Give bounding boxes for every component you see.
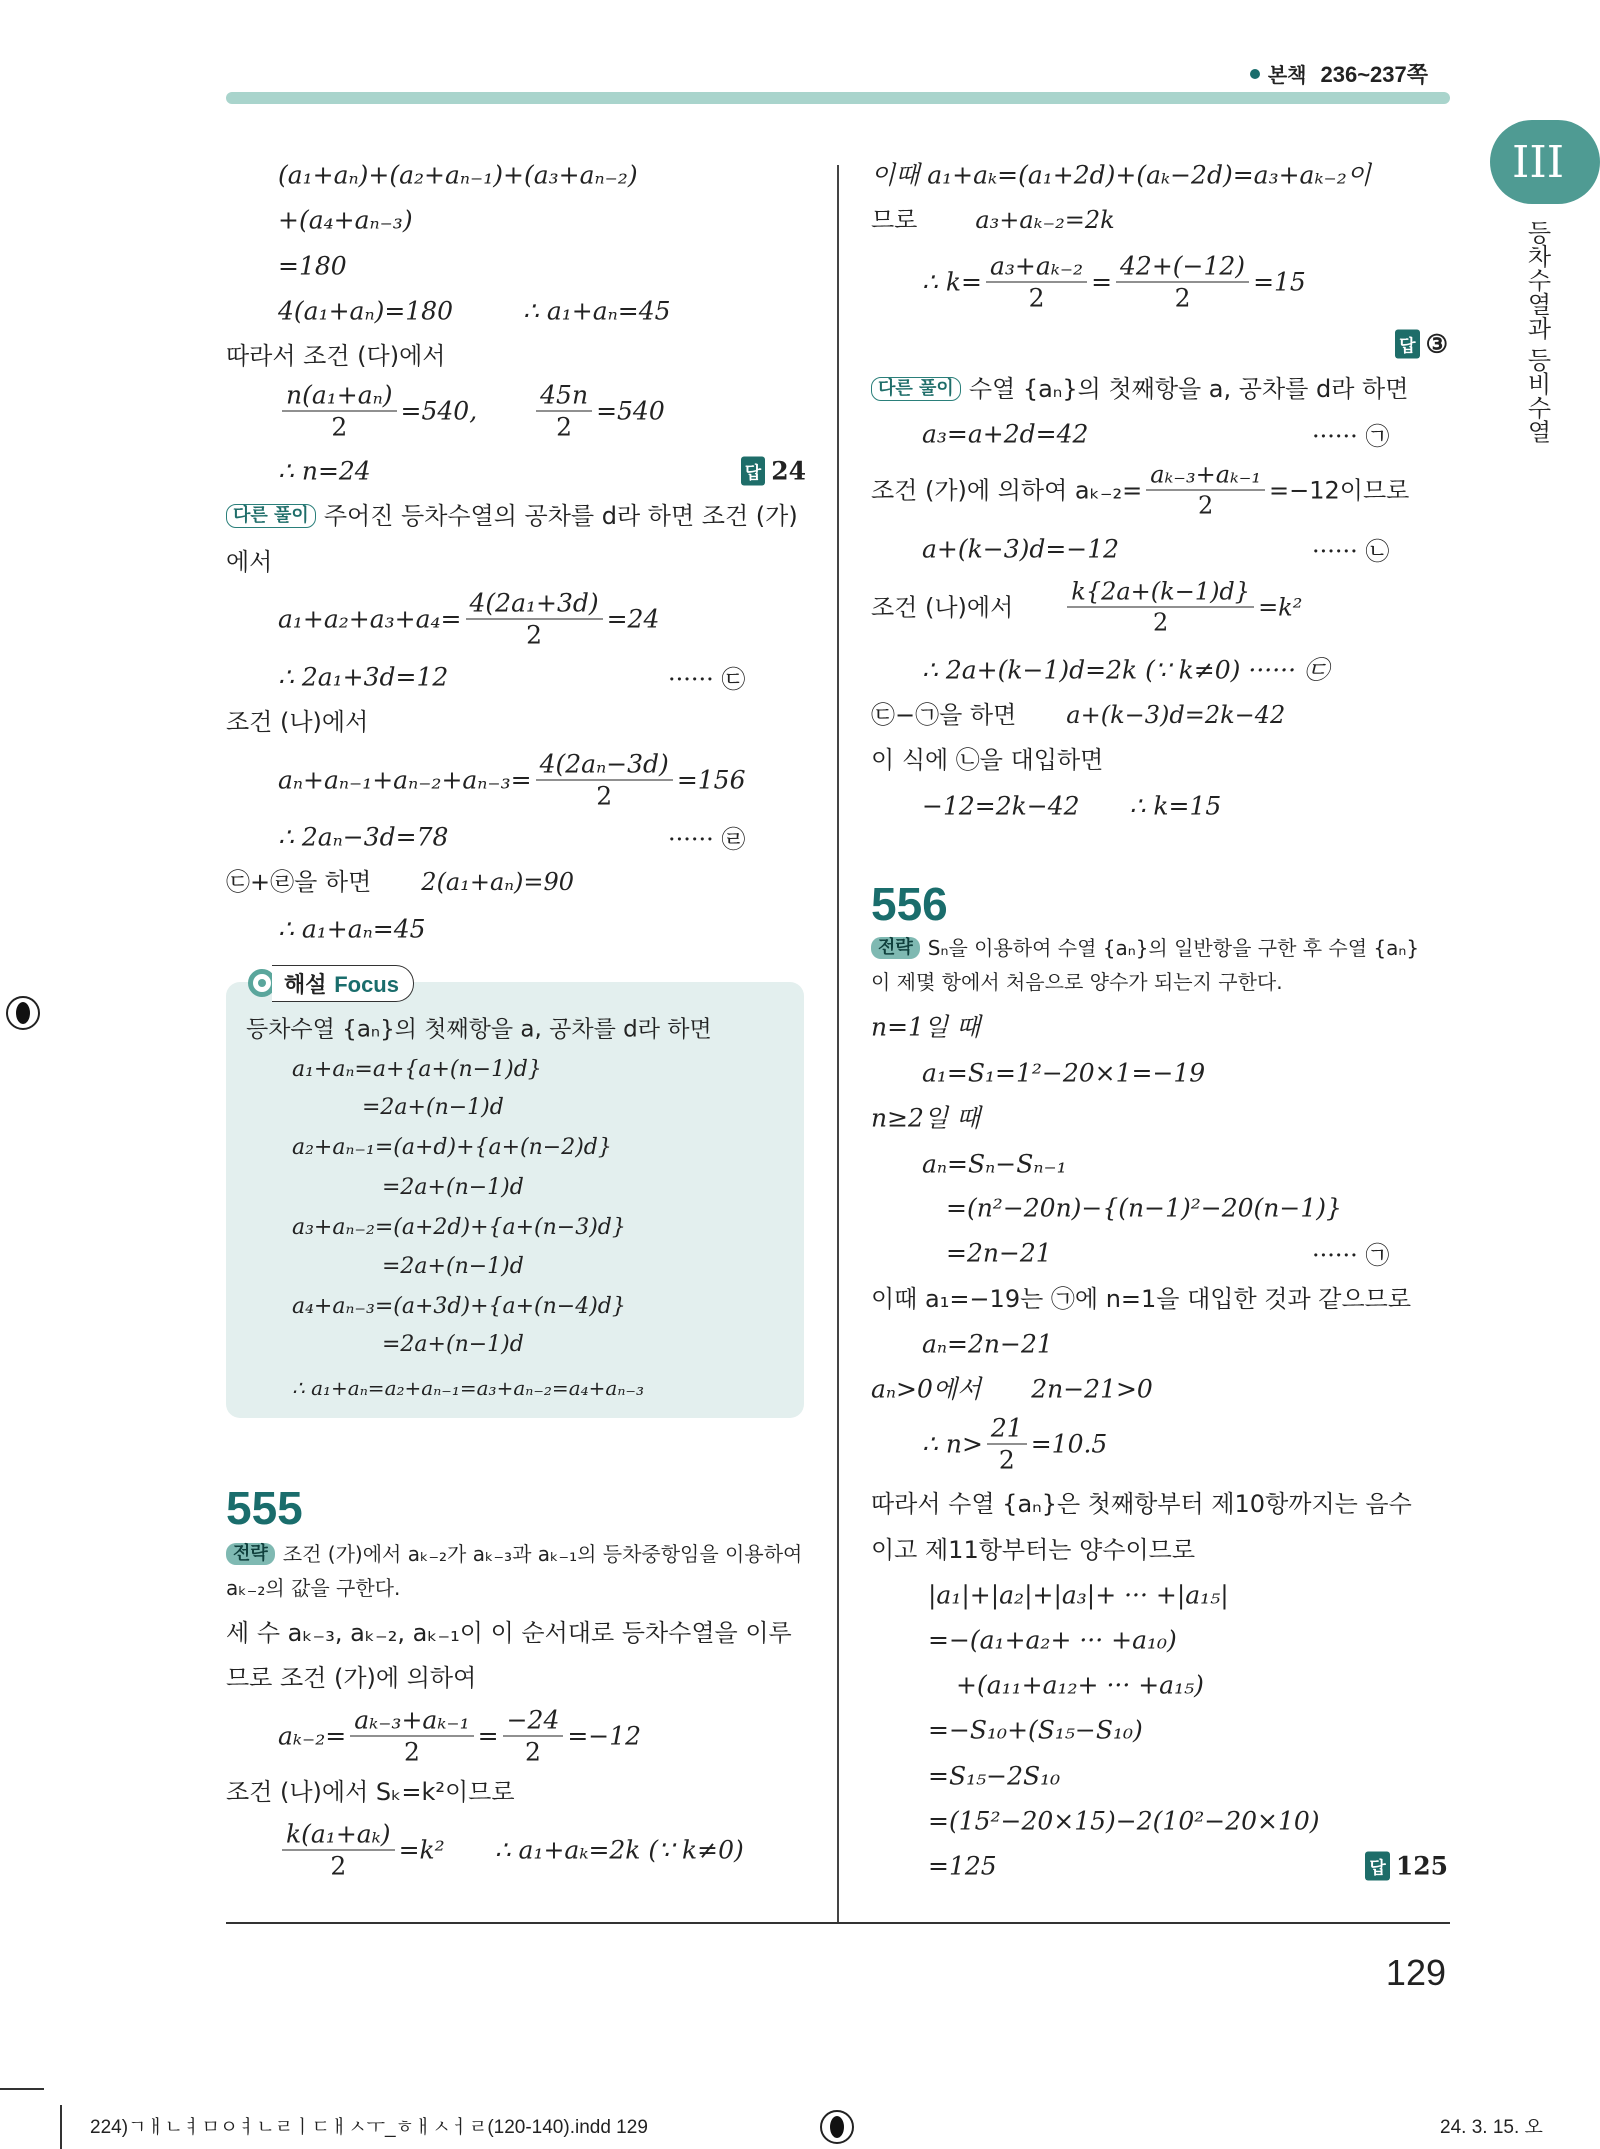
chapter-title: 등차수열과 등비수열 [1523, 220, 1551, 444]
eq-line: (a₁+aₙ)+(a₂+aₙ₋₁)+(a₃+aₙ₋₂) [278, 160, 638, 190]
answer-badge: 답 [741, 457, 765, 486]
focus-title-en: Focus [334, 971, 399, 997]
eq-part: aₙ+aₙ₋₁+aₙ₋₂+aₙ₋₃= [278, 765, 532, 795]
crop-mark [0, 2088, 44, 2090]
eq-part: =k² [398, 1835, 445, 1865]
fraction [282, 1819, 395, 1881]
denominator: 2 [1174, 283, 1191, 313]
answer [1395, 330, 1448, 359]
file-info: 224)ㄱㅐㄴㅕㅁㅇㅕㄴㄹㅣㄷㅐㅅㅜ_ㅎㅐㅅㅓㄹ(120-140).indd 129 [90, 2117, 648, 2138]
eq-line: =(15²−20×15)−2(10²−20×10) [928, 1806, 1320, 1836]
eq-part: = [1091, 267, 1113, 297]
eq-line [278, 749, 746, 811]
text: 조건 (가)에서 aₖ₋₂가 aₖ₋₃과 aₖ₋₁의 등차중항임을 이용하여 [282, 1542, 803, 1566]
eq-part: =15 [1253, 267, 1306, 297]
strategy-line [226, 1543, 802, 1565]
denominator: 2 [525, 1737, 541, 1767]
text-line: 에서 [226, 548, 273, 576]
eq-line [278, 1819, 744, 1881]
registration-mark-icon [820, 2110, 854, 2144]
ref-pages: 236~237쪽 [1320, 62, 1428, 87]
registration-mark-icon [6, 996, 40, 1030]
text: ㉢−㉠을 하면 [871, 701, 1017, 729]
eq-line: a₁=S₁=1²−20×1=−19 [922, 1058, 1206, 1088]
eq-line: n=1일 때 [871, 1012, 981, 1042]
text: ㉢+㉣을 하면 [226, 868, 372, 896]
fraction [1146, 460, 1265, 520]
text: Sₙ을 이용하여 수열 {aₙ}의 일반항을 구한 후 수열 {aₙ} [927, 936, 1420, 960]
eq-line: 이때 a₁+aₖ=(a₁+2d)+(aₖ−2d)=a₃+aₖ₋₂이 [871, 160, 1371, 190]
eq-line: =180 [278, 251, 347, 281]
text: 수열 {aₙ}의 첫째항을 a, 공차를 d라 하면 [968, 375, 1409, 403]
eq-part: =k² [1258, 593, 1303, 621]
strategy-badge: 전략 [871, 937, 920, 959]
text-line: 이때 a₁=−19는 ㉠에 n=1을 대입한 것과 같으므로 [871, 1285, 1412, 1313]
fraction [536, 380, 592, 442]
eq-marker: ······ ㉢ [668, 665, 746, 694]
focus-line: a₃+aₙ₋₂=(a+2d)+{a+(n−3)d} [292, 1215, 626, 1240]
eq-part: a₃+aₖ₋₂=2k [975, 206, 1115, 234]
eq-part: =24 [606, 604, 660, 634]
eq-part: 2(a₁+aₙ)=90 [421, 868, 575, 896]
focus-line: a₁+aₙ=a+{a+(n−1)d} [292, 1057, 542, 1082]
eq-line: =2n−21 [946, 1238, 1052, 1268]
answer-value: 24 [771, 456, 806, 486]
numerator: k(a₁+aₖ) [282, 1822, 395, 1851]
fraction [987, 1413, 1027, 1475]
answer [1365, 1852, 1448, 1881]
numerator: 4(2a₁+3d) [466, 591, 603, 620]
denominator: 2 [1153, 608, 1169, 637]
text-line [871, 208, 1115, 232]
denominator: 2 [330, 1851, 347, 1881]
eq-line: =125 [928, 1851, 997, 1881]
eq-line: ∴ 2a+(k−1)d=2k (∵ k≠0) ······ ㉢ [922, 655, 1330, 685]
eq-line: a+(k−3)d=−12 [922, 534, 1120, 564]
eq-part: =540 [596, 396, 665, 426]
eq-line: =(n²−20n)−{(n−1)²−20(n−1)} [946, 1193, 1342, 1223]
bullet-icon [1250, 69, 1260, 79]
fraction [350, 1705, 473, 1767]
focus-line: =2a+(n−1)d [382, 1254, 524, 1279]
eq-marker: ······ ㉠ [1312, 1241, 1390, 1270]
focus-tag [272, 965, 414, 1002]
focus-line: a₂+aₙ₋₁=(a+d)+{a+(n−2)d} [292, 1135, 612, 1160]
focus-header [248, 965, 414, 1001]
eq-part: 조건 (가)에 의하여 aₖ₋₂= [871, 476, 1143, 504]
alt-solution-badge: 다른 풀이 [871, 377, 961, 401]
strategy-badge: 전략 [226, 1543, 275, 1565]
text-line [226, 504, 798, 528]
ref-label: 본책 [1267, 63, 1307, 87]
numerator: aₖ₋₃+aₖ₋₁ [1146, 463, 1265, 491]
crop-mark [60, 2105, 62, 2149]
eq-part: 조건 (나)에서 [871, 593, 1014, 621]
eq-line [278, 380, 665, 442]
eq-line: =−S₁₀+(S₁₅−S₁₀) [928, 1715, 1143, 1745]
eq-part: a+(k−3)d=2k−42 [1066, 701, 1286, 729]
problem-number: 556 [871, 878, 948, 930]
denominator: 2 [1198, 491, 1214, 520]
numerator: a₃+aₖ₋₂ [986, 254, 1087, 283]
fraction [1116, 251, 1249, 313]
numerator: 42+(−12) [1116, 254, 1249, 283]
eq-part: 4(a₁+aₙ)=180 [278, 296, 453, 326]
eq-part: ∴ a₁+aₖ=2k (∵ k≠0) [494, 1835, 744, 1865]
numerator: n(a₁+aₙ) [282, 383, 397, 412]
eq-marker: ······ ㉡ [1312, 537, 1390, 566]
numerator: 21 [987, 1416, 1027, 1445]
eq-line: aₙ=Sₙ−Sₙ₋₁ [922, 1149, 1067, 1179]
print-date: 24. 3. 15. 오 [1440, 2117, 1543, 2138]
eq-line: +(a₁₁+a₁₂+ ··· +a₁₅) [956, 1670, 1204, 1700]
eq-part: ∴ n> [922, 1429, 983, 1459]
eq-line [278, 1705, 642, 1767]
eq-part: =156 [676, 765, 746, 795]
eq-part: =−12이므로 [1269, 476, 1410, 504]
eq-line: ∴ a₁+aₙ=45 [278, 914, 426, 944]
answer [741, 457, 806, 486]
text-line: 따라서 수열 {aₙ}은 첫째항부터 제10항까지는 음수 [871, 1490, 1412, 1518]
text-line: 이 식에 ㉡을 대입하면 [871, 746, 1104, 774]
text-line: 므로 조건 (가)에 의하여 [226, 1664, 477, 1692]
eq-line: ∴ 2aₙ−3d=78 [278, 822, 449, 852]
text-line [871, 703, 1285, 727]
bottom-rule [226, 1922, 1450, 1924]
eq-line: +(a₄+aₙ₋₃) [278, 205, 413, 235]
eq-line: aₙ=2n−21 [922, 1329, 1053, 1359]
eq-part: =10.5 [1030, 1429, 1108, 1459]
fraction [986, 251, 1087, 313]
eq-line [922, 1413, 1108, 1475]
eq-line: a₃=a+2d=42 [922, 419, 1089, 449]
focus-line: 등차수열 {aₙ}의 첫째항을 a, 공차를 d라 하면 [246, 1016, 712, 1043]
eq-line [871, 1374, 1153, 1404]
numerator: k{2a+(k−1)d} [1067, 580, 1254, 608]
page-number: 129 [1385, 1952, 1446, 1993]
text-line [226, 870, 574, 894]
strategy-line: aₖ₋₂의 값을 구한다. [226, 1576, 401, 1600]
chapter-tab [1490, 120, 1600, 204]
text-line: 이고 제11항부터는 양수이므로 [871, 1536, 1196, 1564]
page-ref [1250, 58, 1428, 89]
text-line [871, 377, 1408, 401]
eq-line: =S₁₅−2S₁₀ [928, 1761, 1061, 1791]
answer-badge: 답 [1395, 330, 1419, 359]
answer-value: ③ [1425, 329, 1448, 359]
denominator: 2 [998, 1445, 1015, 1475]
eq-line: ∴ n=24 [278, 456, 371, 486]
text-line: 조건 (나)에서 [226, 708, 369, 736]
numerator: aₖ₋₃+aₖ₋₁ [350, 1708, 473, 1737]
eq-line: ∴ 2a₁+3d=12 [278, 662, 449, 692]
eq-part: ∴ k= [922, 267, 982, 297]
problem-number: 555 [226, 1482, 303, 1534]
text: 므로 [871, 206, 918, 234]
strategy-line: 이 제몇 항에서 처음으로 양수가 되는지 구한다. [871, 970, 1283, 994]
fraction [282, 380, 397, 442]
eq-part: −12=2k−42 [922, 791, 1080, 821]
eq-line: n≥2일 때 [871, 1103, 981, 1133]
eq-part: ∴ a₁+aₙ=45 [523, 296, 671, 326]
eq-line [871, 460, 1410, 520]
text-line: 따라서 조건 (다)에서 [226, 342, 446, 370]
denominator: 2 [1028, 283, 1045, 313]
eq-marker: ······ ㉠ [1312, 422, 1390, 451]
eq-part: =540, [400, 396, 478, 426]
eq-part: aₖ₋₂= [278, 1721, 347, 1751]
focus-line: a₄+aₙ₋₃=(a+3d)+{a+(n−4)d} [292, 1294, 626, 1319]
chapter-roman: III [1512, 136, 1565, 188]
eq-part: = [477, 1721, 499, 1751]
denominator: 2 [556, 412, 573, 442]
answer-value: 125 [1395, 1851, 1448, 1881]
text: 주어진 등차수열의 공차를 d라 하면 조건 (가) [323, 502, 798, 530]
numerator: 4(2aₙ−3d) [536, 752, 673, 781]
focus-line: =2a+(n−1)d [382, 1175, 524, 1200]
eq-line [871, 577, 1303, 637]
eq-line: |a₁|+|a₂|+|a₃|+ ··· +|a₁₅| [928, 1580, 1229, 1610]
numerator: −24 [503, 1708, 564, 1737]
focus-line: =2a+(n−1)d [382, 1332, 524, 1357]
eq-line: =−(a₁+a₂+ ··· +a₁₀) [928, 1625, 1177, 1655]
numerator: 45n [536, 383, 592, 412]
column-divider [837, 165, 839, 1922]
alt-solution-badge: 다른 풀이 [226, 504, 316, 528]
strategy-line [871, 937, 1419, 959]
eq-part: ∴ k=15 [1129, 791, 1222, 821]
focus-line: =2a+(n−1)d [362, 1095, 504, 1120]
header-bar [226, 92, 1450, 104]
denominator: 2 [526, 620, 542, 650]
text-line: 조건 (나)에서 Sₖ=k²이므로 [226, 1778, 515, 1806]
fraction [503, 1705, 564, 1767]
text-line: 세 수 aₖ₋₃, aₖ₋₂, aₖ₋₁이 이 순서대로 등차수열을 이루 [226, 1619, 792, 1647]
eq-line [278, 588, 660, 650]
eq-part: a₁+a₂+a₃+a₄= [278, 604, 462, 634]
eq-line [922, 251, 1306, 313]
eq-part: 2n−21>0 [1031, 1374, 1153, 1404]
denominator: 2 [331, 412, 348, 442]
eq-part: =−12 [567, 1721, 642, 1751]
fraction [466, 588, 603, 650]
fraction [536, 749, 673, 811]
denominator: 2 [403, 1737, 420, 1767]
focus-line: ∴ a₁+aₙ=a₂+aₙ₋₁=a₃+aₙ₋₂=a₄+aₙ₋₃ [292, 1376, 644, 1400]
answer-badge: 답 [1365, 1852, 1389, 1881]
eq-marker: ······ ㉣ [668, 825, 746, 854]
focus-title: 해설 [284, 972, 327, 998]
eq-line [922, 791, 1222, 821]
eq-part: aₙ>0에서 [871, 1374, 982, 1404]
fraction [1067, 577, 1254, 637]
eq-line [278, 296, 671, 326]
denominator: 2 [596, 781, 613, 811]
